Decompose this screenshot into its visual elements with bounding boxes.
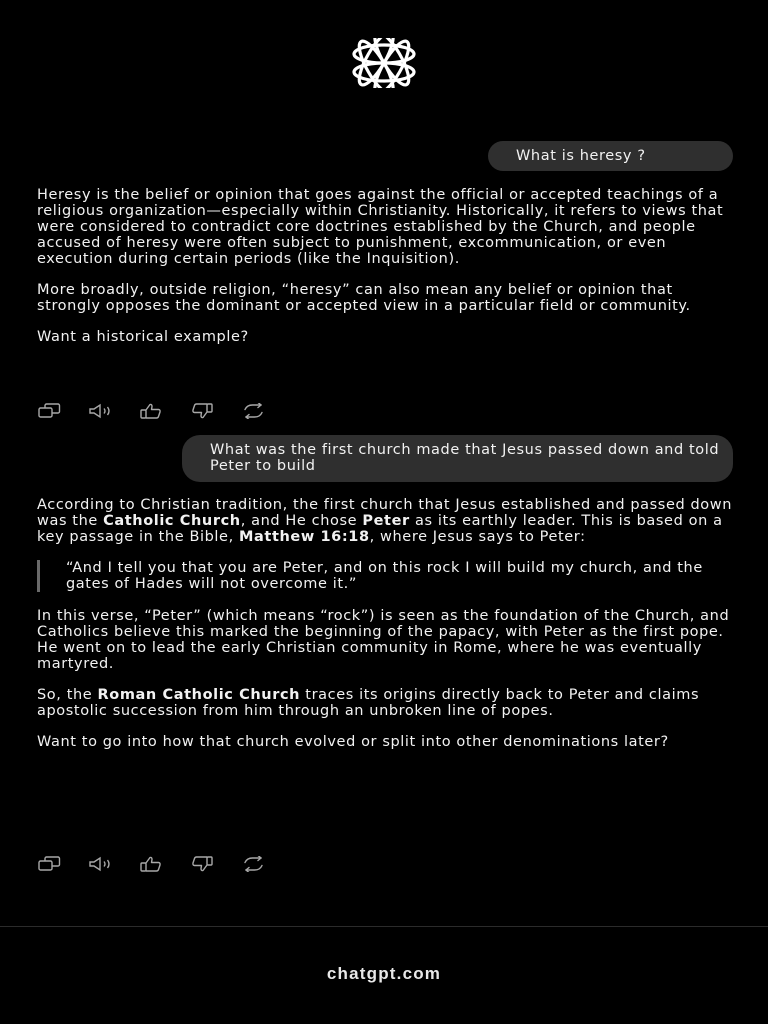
bible-quote: “And I tell you that you are Peter, and on this rock I will build my church, and the gates of Hades will not overcome it.” xyxy=(37,560,733,592)
thumbs-up-button[interactable] xyxy=(139,855,190,873)
regenerate-button[interactable] xyxy=(241,855,292,873)
text-span: So, the xyxy=(37,687,98,703)
user-message-text: What is heresy ? xyxy=(516,148,646,164)
bold-text: Matthew 16:18 xyxy=(239,529,370,545)
bold-text: Catholic Church xyxy=(103,513,241,529)
thumbs-down-icon xyxy=(190,403,216,419)
regenerate-icon xyxy=(241,856,267,872)
regenerate-button[interactable] xyxy=(241,402,292,420)
assistant-paragraph: In this verse, “Peter” (which means “rock”) is seen as the foundation of the Church, and Catholics believe this marked the beginning of the papacy, with Peter as the first pope. He went on to lead the early Christian community in Rome, where he was eventually martyred. xyxy=(37,608,730,672)
assistant-message xyxy=(37,187,733,360)
assistant-paragraph xyxy=(37,497,733,545)
copy-button[interactable] xyxy=(37,855,88,873)
text-span: traces its origins directly back to Peter and claims apostolic succession from him through an unbroken line of popes. xyxy=(37,687,700,719)
assistant-message xyxy=(37,497,733,765)
thumbs-down-button[interactable] xyxy=(190,855,241,873)
assistant-paragraph: More broadly, outside religion, “heresy” can also mean any belief or opinion that strongly opposes the dominant or accepted view in a particular field or community. xyxy=(37,282,691,314)
copy-icon xyxy=(37,403,63,419)
bold-text: Peter xyxy=(362,513,410,529)
text-span: as its earthly leader. This is based on a key passage in the Bible, xyxy=(37,513,723,545)
read-aloud-button[interactable] xyxy=(88,402,139,420)
assistant-paragraph: Want a historical example? xyxy=(37,329,249,345)
read-aloud-button[interactable] xyxy=(88,855,139,873)
assistant-paragraph xyxy=(37,687,733,719)
message-actions xyxy=(37,855,292,873)
user-message xyxy=(182,435,733,482)
user-message-text: What was the first church made that Jesus passed down and told Peter to build xyxy=(210,442,720,474)
thumbs-up-button[interactable] xyxy=(139,402,190,420)
bold-text: Roman Catholic Church xyxy=(97,687,301,703)
footer-domain[interactable]: chatgpt.com xyxy=(326,964,442,983)
footer-divider xyxy=(0,926,768,927)
text-span: , and He chose xyxy=(240,513,363,529)
thumbs-down-button[interactable] xyxy=(190,402,241,420)
regenerate-icon xyxy=(241,403,267,419)
user-message xyxy=(488,141,733,171)
thumbs-up-icon xyxy=(139,856,165,872)
copy-icon xyxy=(37,856,63,872)
read-aloud-icon xyxy=(88,403,114,419)
thumbs-up-icon xyxy=(139,403,165,419)
copy-button[interactable] xyxy=(37,402,88,420)
message-actions xyxy=(37,402,292,420)
text-span: , where Jesus says to Peter: xyxy=(369,529,586,545)
assistant-paragraph: Heresy is the belief or opinion that goes against the official or accepted teachings of a religious organization—especially within Christianity. Historically, it refers to views that were considered to contradict core doctrines established by the Church, and people accused of heresy were often subject to punishment, excommunication, or even execution during certain periods (like the Inquisition). xyxy=(37,187,724,267)
assistant-paragraph: Want to go into how that church evolved or split into other denominations later? xyxy=(37,734,669,750)
text-span: According to Christian tradition, the first church that Jesus established and passed down was the xyxy=(37,497,733,529)
thumbs-down-icon xyxy=(190,856,216,872)
openai-logo-icon xyxy=(333,38,435,88)
read-aloud-icon xyxy=(88,856,114,872)
